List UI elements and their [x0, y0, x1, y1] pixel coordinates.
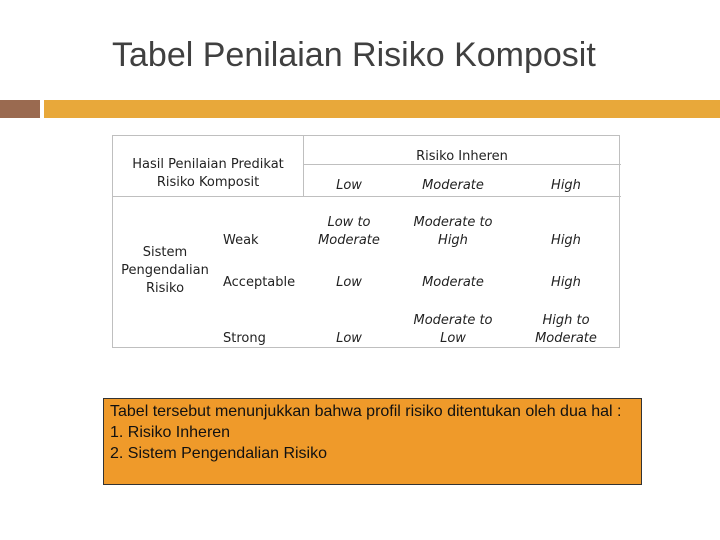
- header-left-line1: Hasil Penilaian Predikat: [132, 157, 284, 172]
- col-header-moderate: Moderate: [422, 178, 484, 193]
- decor-bar-right: [44, 100, 720, 118]
- cell-acceptable-high: High: [551, 275, 581, 290]
- cell-line: High to: [542, 313, 590, 328]
- header-bottom-line: [113, 196, 621, 197]
- cell-line: Moderate to: [413, 313, 493, 328]
- cell-acceptable-low: Low: [336, 275, 362, 290]
- row-label-acceptable: Acceptable: [223, 275, 296, 290]
- cell-strong-high: [511, 312, 621, 348]
- decor-bar-left: [0, 100, 40, 118]
- cell-line: Low: [440, 331, 466, 346]
- row-group-label: [113, 244, 217, 298]
- note-box: [103, 398, 642, 485]
- row-group-line2: Pengendalian: [121, 263, 209, 278]
- row-label-strong: Strong: [223, 331, 266, 346]
- risk-table: [112, 135, 620, 348]
- note-intro: Tabel tersebut menunjukkan bahwa profil risiko ditentukan oleh dua hal :: [110, 403, 622, 420]
- note-item-1: 1. Risiko Inheren: [110, 424, 231, 441]
- header-group: Risiko Inheren: [416, 149, 508, 164]
- slide-title: Tabel Penilaian Risiko Komposit: [112, 36, 596, 74]
- cell-strong-low: Low: [336, 331, 362, 346]
- row-group-line3: Risiko: [145, 281, 185, 296]
- cell-strong-moderate: [395, 312, 511, 348]
- header-left-line2: Risiko Komposit: [156, 175, 260, 190]
- row-group-line1: Sistem: [142, 245, 188, 260]
- cell-line: Moderate: [535, 331, 597, 346]
- cell-weak-moderate: [395, 214, 511, 250]
- col-header-high: High: [551, 178, 581, 193]
- cell-line: High: [438, 233, 468, 248]
- cell-line: Moderate: [318, 233, 380, 248]
- note-item-2: 2. Sistem Pengendalian Risiko: [110, 445, 328, 462]
- cell-line: Moderate to: [413, 215, 493, 230]
- cell-weak-low: [303, 214, 395, 250]
- col-header-low: Low: [336, 178, 362, 193]
- row-label-weak: Weak: [223, 233, 259, 248]
- cell-weak-high: High: [551, 233, 581, 248]
- cell-line: Low to: [327, 215, 371, 230]
- header-left: [113, 156, 303, 192]
- cell-acceptable-moderate: Moderate: [422, 275, 484, 290]
